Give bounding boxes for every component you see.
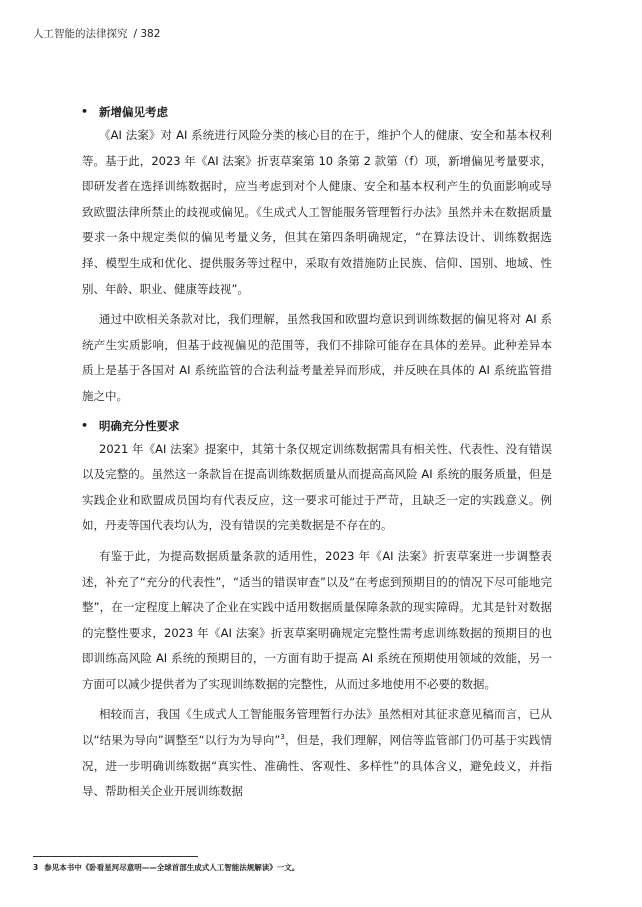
paragraph: 有鉴于此，为提高数据质量条款的适用性，2023 年《AI 法案》折衷草案进一步调整表述，补充了“充分的代表性”，“适当的错误审查”以及“在考虑到预期目的的情况下尽可能地完整”，在一定程度上解决了企业在实践中适用数据质量保障条款的现实障碍。尤其是针对数据的完整性要求，2023 年《AI 法案》折衷草案明确规定完整性需考虑训练数据的预期目的也即训练高风险 AI 系统的预期目的，一方面有助于提高 AI 系统在预期使用领域的效能，另一方面可以减少提供者为了实现训练数据的完整性，从而过多地使用不必要的数据。 <box>82 548 552 691</box>
book-title: 人工智能的法律探究 <box>33 28 128 40</box>
bullet-icon: • <box>81 418 89 432</box>
section-heading-bias <box>82 101 552 123</box>
bullet-icon: • <box>81 105 89 118</box>
footnote-reference[interactable]: 3 <box>280 733 285 742</box>
page-number: / 382 <box>133 28 161 40</box>
paragraph: 通过中欧相关条款对比，我们理解，虽然我国和欧盟均意识到训练数据的偏见将对 AI 系统产生实质影响，但基于歧视偏见的范围等，我们不排除可能存在具体的差异。此种差异本质上是基于各国对 AI 系统监管的合法利益考量差异而形成，并反映在具体的 AI 系统监管措施之中。 <box>82 312 552 403</box>
paragraph: 2021 年《AI 法案》提案中，其第十条仅规定训练数据需具有相关性、代表性、没有错误以及完整的。虽然这一条款旨在提高训练数据质量从而提高高风险 AI 系统的服务质量，但是实践企业和欧盟成员国均有代表反应，这一要求可能过于严苛，且缺乏一定的实践意义。例如，丹麦等国代表均认为，没有错误的完美数据是不存在的。 <box>82 441 552 533</box>
body-content <box>82 101 552 810</box>
running-header <box>33 26 160 41</box>
section-heading-text: 新增偏见考虑 <box>99 105 168 119</box>
footnote-mark: 3 <box>33 863 39 872</box>
section-heading-sufficiency <box>82 415 552 437</box>
section-heading-text: 明确充分性要求 <box>99 418 180 433</box>
footnote <box>33 862 299 873</box>
closing-paragraph <box>82 702 552 804</box>
footnote-text: 参见本书中《卧看星河尽意明——全球首部生成式人工智能法规解读》一文。 <box>44 863 300 872</box>
closing-text-after: ，但是，我们理解，网信等监管部门仍可基于实践情况，进一步明确训练数据“真实性、准确性、客观性、多样性”的具体含义，避免歧义，并指导、帮助相关企业开展训练数据 <box>82 733 552 799</box>
footnote-divider <box>33 856 198 857</box>
paragraph: 《AI 法案》对 AI 系统进行风险分类的核心目的在于，维护个人的健康、安全和基本权利等。基于此，2023 年《AI 法案》折衷草案第 10 条第 2 款第（f）项，新增偏见考量要求，即研发者在选择训练数据时，应当考虑到对个人健康、安全和基本权利产生的负面影响或导致欧盟法律所禁止的歧视或偏见。《生成式人工智能服务管理暂行办法》虽然并未在数据质量要求一条中规定类似的偏见考量义务，但其在第四条明确规定，“在算法设计、训练数据选择、模型生成和优化、提供服务等过程中，采取有效措施防止民族、信仰、国别、地域、性别、年龄、职业、健康等歧视”。 <box>82 128 552 296</box>
closing-text-before: 相较而言，我国《生成式人工智能服务管理暂行办法》虽然相对其征求意见稿而言，已从以“结果为导向”调整至“以行为为导向” <box>82 707 552 748</box>
